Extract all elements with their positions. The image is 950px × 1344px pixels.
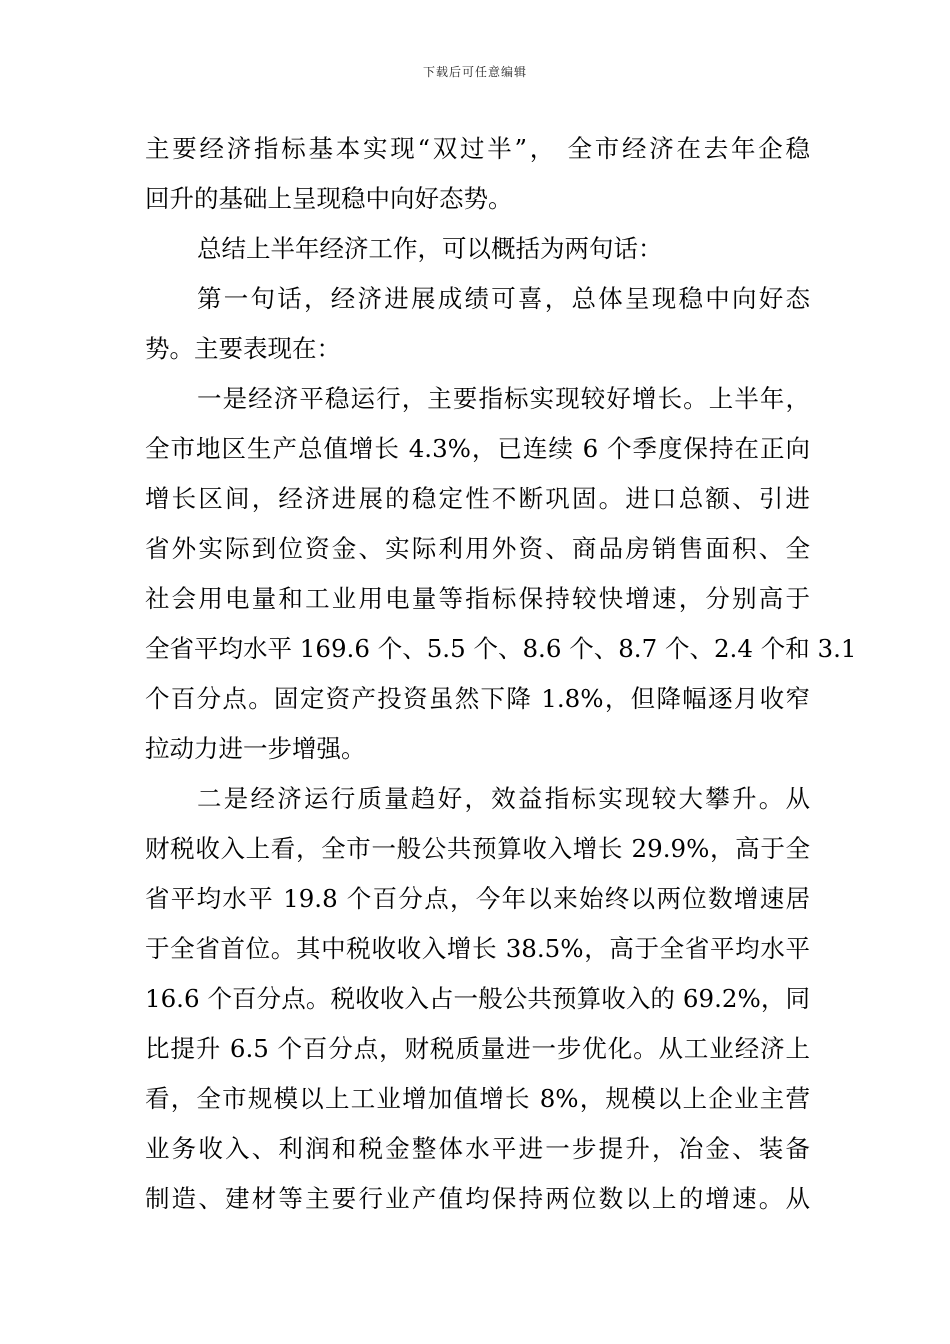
text-line: 16.6 个百分点。税收收入占一般公共预算收入的 69.2%，同 <box>145 984 810 1013</box>
text-line: 比提升 6.5 个百分点，财税质量进一步优化。从工业经济上 <box>145 1034 810 1063</box>
text-line: 省平均水平 19.8 个百分点，今年以来始终以两位数增速居 <box>145 884 810 913</box>
text-line: 财税收入上看，全市一般公共预算收入增长 29.9%，高于全 <box>145 834 810 863</box>
text-line: 于全省首位。其中税收收入增长 38.5%，高于全省平均水平 <box>145 934 810 963</box>
page-header: 下载后可任意编辑 <box>422 65 527 79</box>
text-line: 势。主要表现在： <box>145 334 341 363</box>
text-line: 社会用电量和工业用电量等指标保持较快增速，分别高于 <box>145 584 810 613</box>
text-line: 看，全市规模以上工业增加值增长 8%，规模以上企业主营 <box>145 1084 810 1113</box>
text-line: 增长区间，经济进展的稳定性不断巩固。进口总额、引进 <box>145 484 810 513</box>
text-line: 省外实际到位资金、实际利用外资、商品房销售面积、全 <box>145 534 810 563</box>
document-body <box>145 124 857 1224</box>
text-line: 回升的基础上呈现稳中向好态势。 <box>145 184 513 213</box>
text-line: 拉动力进一步增强。 <box>145 734 366 763</box>
text-line: 制造、建材等主要行业产值均保持两位数以上的增速。从 <box>145 1184 810 1213</box>
text-line: 全省平均水平 169.6 个、5.5 个、8.6 个、8.7 个、2.4 个和 3.1 <box>145 634 857 663</box>
text-line: 总结上半年经济工作，可以概括为两句话： <box>197 234 663 263</box>
text-line: 主要经济指标基本实现“双过半”， 全市经济在去年企稳 <box>145 134 810 163</box>
text-line: 第一句话，经济进展成绩可喜，总体呈现稳中向好态 <box>197 284 810 313</box>
text-line: 业务收入、利润和税金整体水平进一步提升，冶金、装备 <box>145 1134 810 1163</box>
text-line: 全市地区生产总值增长 4.3%，已连续 6 个季度保持在正向 <box>145 434 810 463</box>
text-line: 一是经济平稳运行，主要指标实现较好增长。上半年， <box>197 384 810 413</box>
text-line: 个百分点。固定资产投资虽然下降 1.8%，但降幅逐月收窄 <box>145 684 810 713</box>
text-line: 二是经济运行质量趋好，效益指标实现较大攀升。从 <box>197 784 810 813</box>
